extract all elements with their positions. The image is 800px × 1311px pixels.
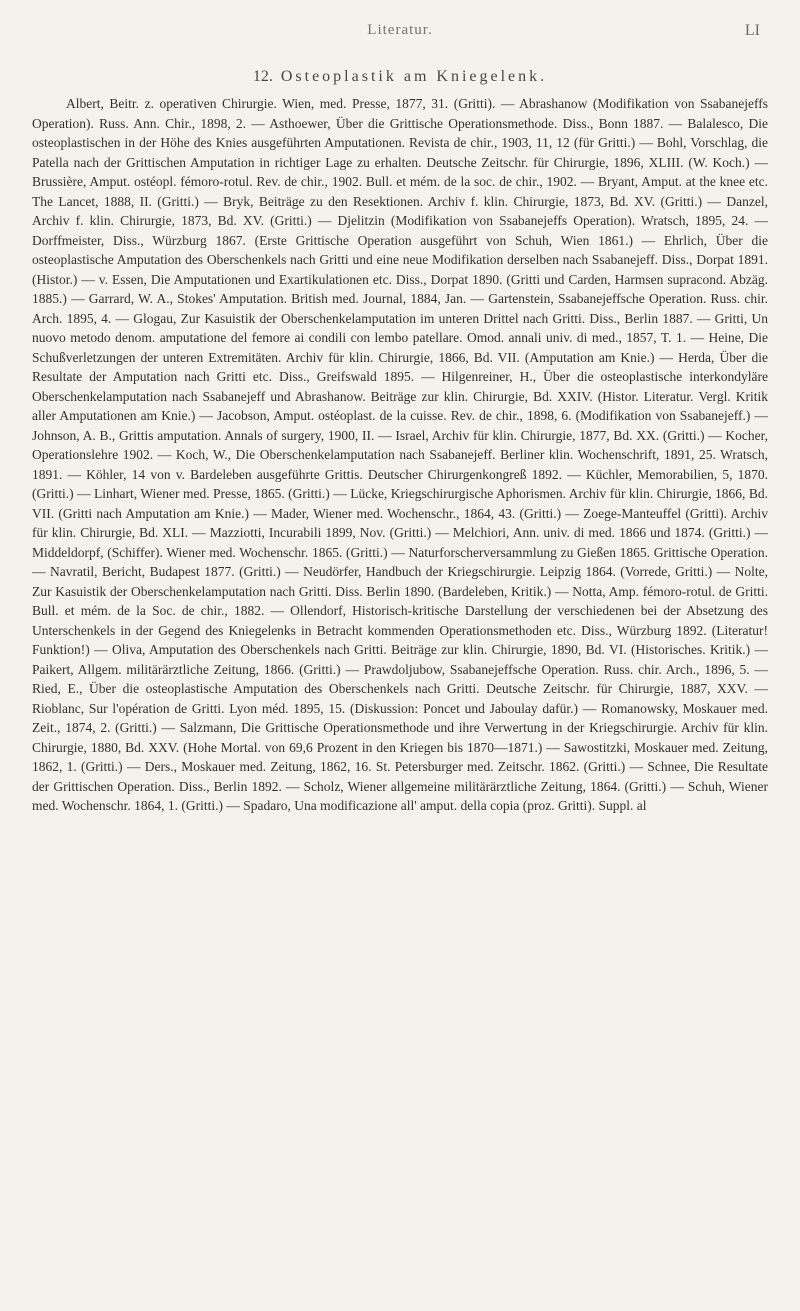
section-number: 12. <box>252 68 273 85</box>
bibliography-paragraph: Albert, Beitr. z. operativen Chirurgie. Wien, med. Presse, 1877, 31. (Gritti). — Abrashanow (Modifikation von Ssabanejeffs Operation). Russ. Ann. Chir., 1898, 2. — Asthoewer, Über die Grittische Operationsmethode. Diss., Bonn 1887. — Balalesco, Die osteoplastischen in der Höhe des Knies ausgeführten Amputationen. Revista de chir., 1903, 11, 12 (für Gritti.) — Bohl, Vorschlag, die Patella nach der Grittischen Amputation in richtiger Lage zu erhalten. Deutsche Zeitschr. für Chirurgie, 1896, XLIII. (W. Koch.) — Brussière, Amput. ostéopl. fémoro-rotul. Rev. de chir., 1902. Bull. et mém. de la soc. de chir., 1902. — Bryant, Amput. at the knee etc. The Lancet, 1888, II. (Gritti.) — Bryk, Beiträge zu den Resektionen. Archiv f. klin. Chirurgie, 1873, Bd. XV. (Gritti.) — Danzel, Archiv f. klin. Chirurgie, 1873, Bd. XV. (Gritti.) — Djelitzin (Modifikation von Ssabanejeffs Operation). Wratsch, 1895, 24. — Dorffmeister, Diss., Würzburg 1867. (Erste Grittische Operation ausgeführt von Schuh, Wien 1861.) — Ehrlich, Über die osteoplastische Amputation des Oberschenkels nach Gritti und eine neue Modifikation derselben nach Ssabanejeff. Diss., Dorpat 1891. (Histor.) — v. Essen, Die Amputationen und Exartikulationen etc. Diss., Dorpat 1890. (Gritti und Carden, Harmsen supracond. Abzäg. 1885.) — Garrard, W. A., Stokes' Amputation. British med. Journal, 1884, Jan. — Gartenstein, Ssabanejeffsche Operation. Russ. chir. Arch. 1895, 4. — Glogau, Zur Kasuistik der Oberschenkelamputation im unteren Drittel nach Gritti. Diss., Berlin 1887. — Gritti, Un nuovo metodo denom. amputatione del femore ai condili con lembo patellare. Omod. annali univ. di med., 1857, T. 1. — Heine, Die Schußverletzungen der unteren Extremitäten. Archiv für klin. Chirurgie, 1866, Bd. VII. (Amputation am Knie.) — Herda, Über die Resultate der Amputation nach Gritti etc. Diss., Greifswald 1895. — Hilgenreiner, H., Über die osteoplastische interkondyläre Oberschenkelamputation nach Ssabanejeff und Abrashanow. Beiträge zur klin. Chirurgie, Bd. XXIV. (Histor. Literatur. Vergl. Kritik aller Amputationen am Knie.) — Jacobson, Amput. ostéoplast. de la cuisse. Rev. de chir., 1898, 6. (Modifikation von Ssabanejeff.) — Johnson, A. B., Grittis amputation. Annals of surgery, 1900, II. — Israel, Archiv für klin. Chirurgie, 1877, Bd. XX. (Gritti.) — Kocher, Operationslehre 1902. — Koch, W., Die Oberschenkelamputation nach Ssabanejeff. Berliner klin. Wochenschrift, 1891, 25. Wratsch, 1891. — Köhler, 14 von v. Bardeleben ausgeführte Grittis. Deutscher Chirurgenkongreß 1892. — Küchler, Memorabilien, 5, 1870. (Gritti.) — Linhart, Wiener med. Presse, 1865. (Gritti.) — Lücke, Kriegschirurgische Aphorismen. Archiv für klin. Chirurgie, 1866, Bd. VII. (Gritti nach Amputation am Knie.) — Mader, Wiener med. Wochenschr., 1864, 43. (Gritti.) — Zoege-Manteuffel (Gritti). Archiv für klin. Chirurgie, Bd. XLI. — Mazziotti, Incurabili 1899, Nov. (Gritti.) — Melchiori, Ann. univ. di med. 1866 und 1874. (Gritti.) — Middeldorpf, (Schiffer). Wiener med. Wochenschr. 1865. (Gritti.) — Naturforscherversammlung zu Gießen 1865. Grittische Operation. — Navratil, Bericht, Budapest 1877. (Gritti.) — Neudörfer, Handbuch der Kriegschirurgie. Leipzig 1864. (Vorrede, Gritti.) — Nolte, Zur Kasuistik der Oberschenkelamputation nach Gritti. Diss. Berlin 1890. (Bardeleben, Kritik.) — Notta, Amp. fémoro-rotul. de Gritti. Bull. et mém. de la Soc. de chir., 1882. — Ollendorf, Historisch-kritische Darstellung der verschiedenen bei der Absetzung des Unterschenkels in der Gegend des Kniegelenks in Betracht kommenden Operationsmethoden etc. Diss., Würzburg 1892. (Literatur! Funktion!) — Oliva, Amputation des Oberschenkels nach Gritti. Beiträge zur klin. Chirurgie, 1890, Bd. VI. (Historisches. Kritik.) — Paikert, Allgem. militärärztliche Zeitung, 1866. (Gritti.) — Prawdoljubow, Ssabanejeffsche Operation. Russ. chir. Arch., 1896, 5. — Ried, E., Über die osteoplastische Amputation des Oberschenkels nach Gritti. Deutsche Zeitschr. für Chirurgie, 1887, XXV. — Rioblanc, Sur l'opération de Gritti. Lyon méd. 1895, 15. (Diskussion: Poncet und Jaboulay dafür.) — Romanowsky, Moskauer med. Zeit., 1874, 2. (Gritti.) — Salzmann, Die Grittische Operationsmethode und ihre Verwertung in der Kriegschirurgie. Archiv für klin. Chirurgie, 1880, Bd. XXV. (Hohe Mortal. von 69,6 Prozent in den Kriegen bis 1870—1871.) — Sawostitzki, Moskauer med. Zeitung, 1862, 1. (Gritti.) — Ders., Moskauer med. Zeitung, 1862, 16. St. Petersburger med. Zeitschr. 1862. (Gritti.) — Schnee, Die Resultate der Grittischen Operation. Diss., Berlin 1892. — Scholz, Wiener allgemeine militärärztliche Zeitung, 1864. (Gritti.) — Schuh, Wiener med. Wochenschr. 1864, 1. (Gritti.) — Spadaro, Una modificazione all' amput. della copia (proz. Gritti). Suppl. al <box>32 96 768 813</box>
page-number: LI <box>744 22 760 39</box>
section-heading <box>0 68 800 86</box>
running-title: Literatur. <box>367 22 433 38</box>
section-title: Osteoplastik am Kniegelenk. <box>280 68 548 85</box>
running-head <box>0 22 800 46</box>
bibliography-body <box>32 94 768 1294</box>
